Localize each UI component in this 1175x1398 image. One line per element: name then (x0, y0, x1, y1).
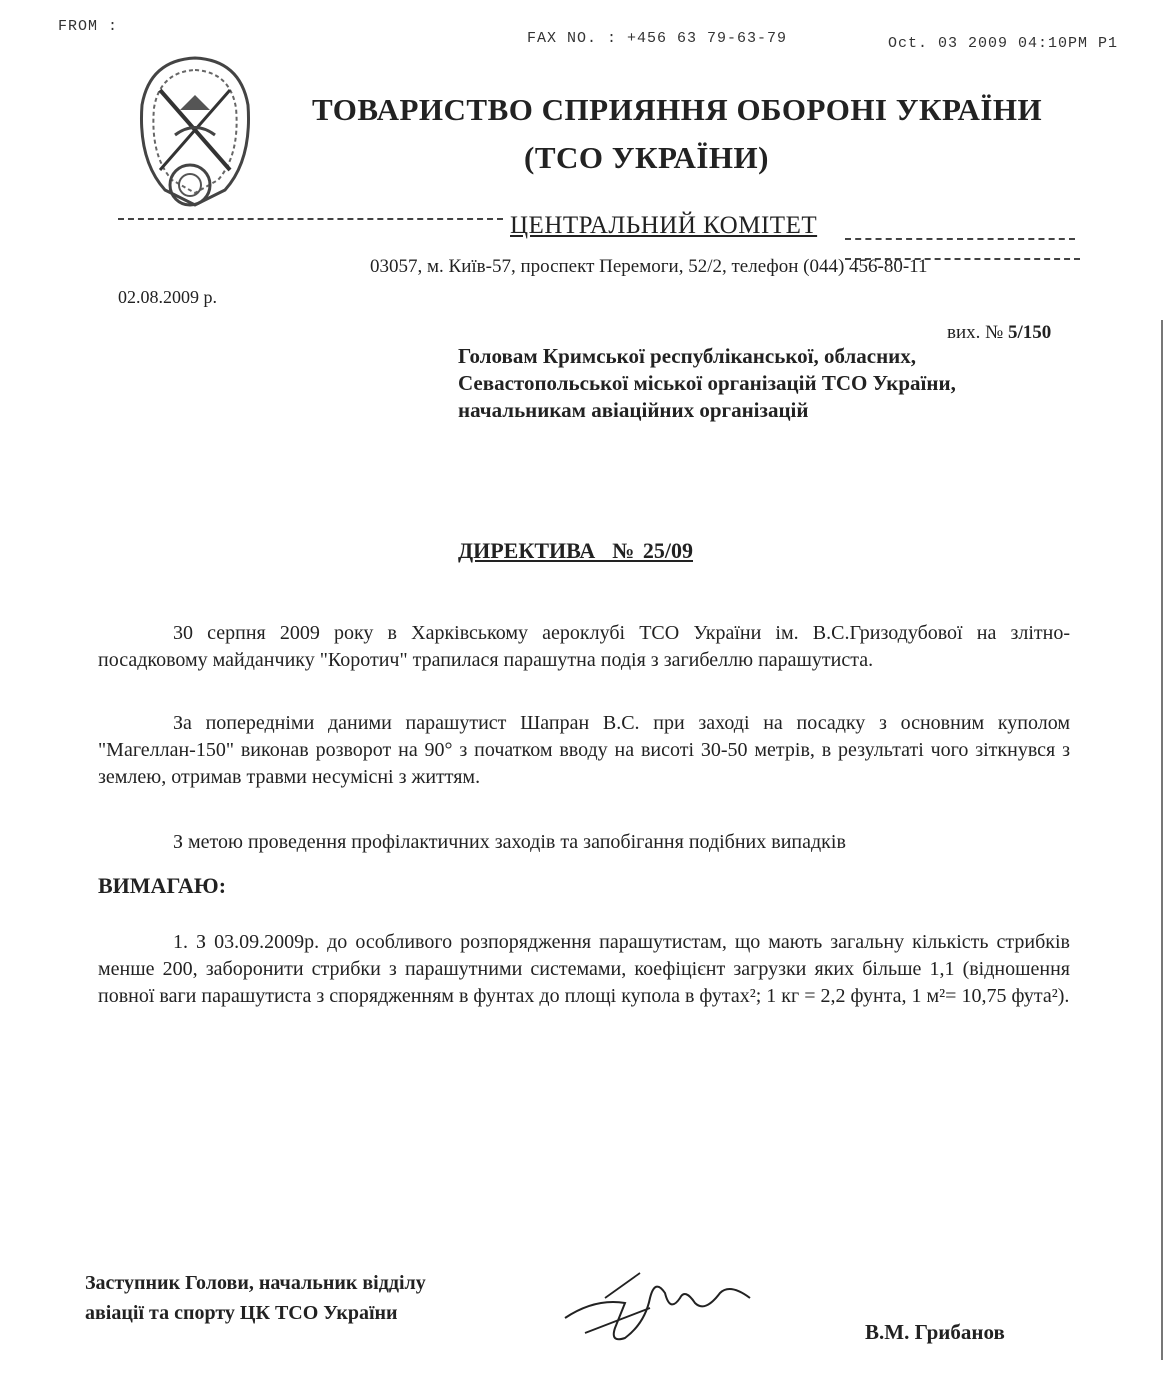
addressee-line: Севастопольської міської організацій ТСО України, (458, 371, 956, 395)
directive-title: ДИРЕКТИВА № 25/09 (458, 538, 693, 563)
handwritten-signature-icon (555, 1268, 755, 1348)
org-name-line1: ТОВАРИСТВО СПРИЯННЯ ОБОРОНІ УКРАЇНИ (312, 92, 1043, 127)
committee-title: ЦЕНТРАЛЬНИЙ КОМІТЕТ (510, 212, 818, 239)
fax-number: FAX NO. : +456 63 79-63-79 (527, 30, 788, 47)
signer-position (85, 1268, 426, 1328)
fax-datetime: Oct. 03 2009 04:10PM P1 (888, 35, 1119, 52)
org-name-line2: (ТСО УКРАЇНИ) (524, 140, 769, 175)
paragraph-incident: 30 серпня 2009 року в Харківському аероклубі ТСО України ім. В.С.Гризодубової на злітно-посадковому майданчику "Коротич" трапилася парашутна подія з загибеллю парашутиста. (98, 622, 1070, 671)
reference-number: 5/150 (1008, 322, 1052, 343)
paragraph-purpose: З метою проведення профілактичних заходів та запобігання подібних випадків (173, 831, 846, 853)
org-address: 03057, м. Київ-57, проспект Перемоги, 52/2, телефон (044) 456-80-11 (370, 256, 928, 277)
divider-left (118, 218, 503, 220)
addressee-line: начальникам авіаційних організацій (458, 398, 809, 422)
outgoing-reference (947, 322, 1051, 344)
signer-name: В.М. Грибанов (865, 1320, 1005, 1344)
fax-from: FROM : (58, 18, 119, 35)
paragraph-requirement-1: 1. З 03.09.2009р. до особливого розпорядження парашутистам, що мають загальну кількість стрибків менше 200, заборонити стрибки з парашутними системами, коефіцієнт загрузки яких більше 1,1 (відношення повної ваги парашутиста з спорядженням в фунтах до площі купола в футах²; 1 кг = 2,2 фунта, 1 м²= 10,75 фута²). (98, 931, 1070, 1007)
demand-heading: ВИМАГАЮ: (98, 873, 227, 898)
divider-right (845, 238, 1075, 240)
signer-position-line: Заступник Голови, начальник відділу (85, 1272, 426, 1294)
scan-edge-line (1161, 320, 1163, 1360)
document-date: 02.08.2009 р. (118, 287, 217, 307)
paragraph-details: За попередніми даними парашутист Шапран В.С. при заході на посадку з основним куполом "Магеллан-150" виконав розворот на 90° з початком вводу на висоті 30-50 метрів, в результаті чого зіткнувся з землею, отримав травми несумісні з життям. (98, 712, 1070, 788)
signer-position-line: авіації та спорту ЦК ТСО України (85, 1302, 398, 1324)
organization-emblem-icon (130, 50, 260, 210)
reference-prefix: вих. № (947, 322, 1004, 343)
addressee-line: Головам Кримської республіканської, обласних, (458, 344, 917, 368)
addressee-block (458, 343, 1098, 424)
